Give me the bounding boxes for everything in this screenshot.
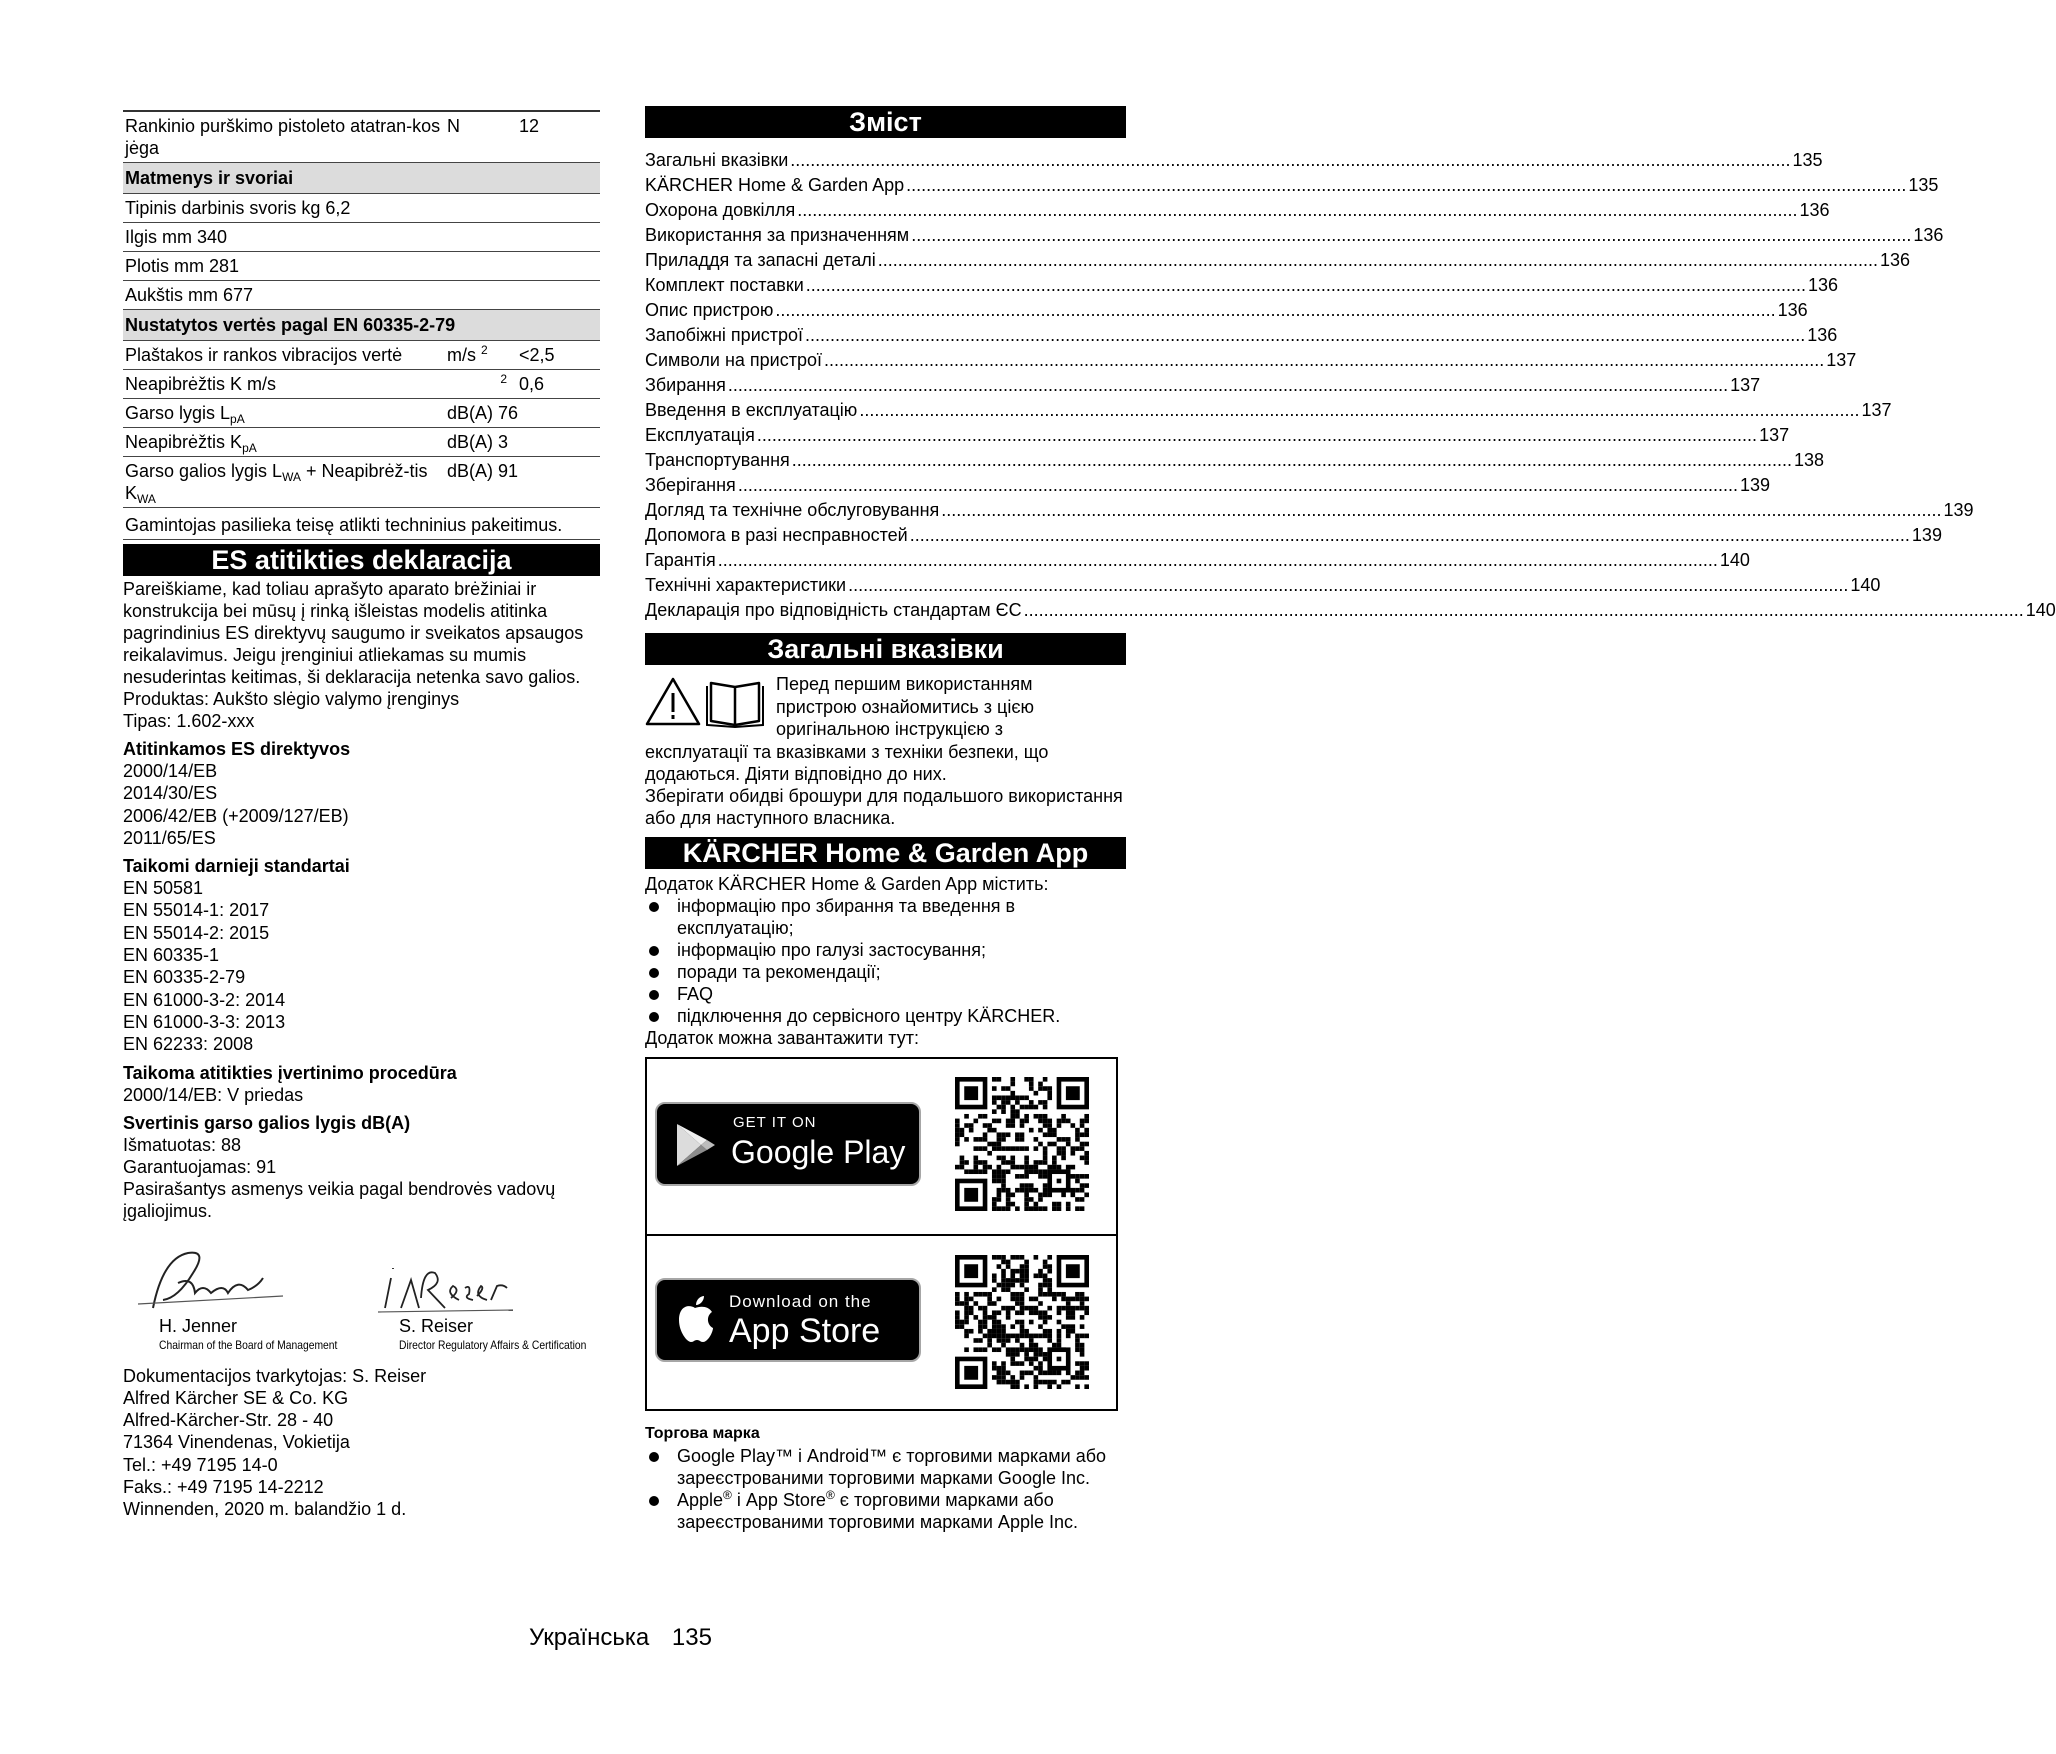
spec-label (123, 457, 445, 508)
registered-mark: ® (825, 1488, 835, 1502)
toc-item-title: Зберігання (645, 475, 736, 495)
table-row (123, 508, 600, 540)
spec-unit (445, 370, 517, 399)
qr-code-apple-icon (955, 1255, 1089, 1389)
standards-heading: Taikomi darnieji standartai (123, 856, 350, 877)
app-store-badge[interactable] (655, 1278, 921, 1362)
app-store-small-text: Download on the (729, 1292, 872, 1311)
toc-item-page: 140 (1719, 550, 1750, 570)
signature-reiser-graphic (373, 1238, 523, 1318)
product-line: Produktas: Aukšto slėgio valymo įrenginys (123, 689, 460, 709)
bullet-icon (649, 990, 659, 1000)
toc-heading: Зміст (645, 106, 1126, 138)
signer-name: H. Jenner (159, 1315, 238, 1336)
toc-item-page: 139 (1943, 500, 1974, 520)
google-play-big-text: Google Play (731, 1134, 906, 1170)
table-row (123, 111, 600, 163)
toc-item-title: KÄRCHER Home & Garden App (645, 175, 905, 195)
toc-leader-dots: ........................................................................................................................................................................................................ (859, 400, 1860, 420)
toc-item-page: 136 (1913, 225, 1944, 245)
list-item: 2014/30/ES (123, 783, 218, 804)
toc-item-page: 136 (1777, 300, 1808, 320)
toc-leader-dots: ........................................................................................................................................................................................................ (911, 225, 1912, 245)
toc-item-page: 135 (1908, 175, 1939, 195)
toc-item-title: Гарантія (645, 550, 716, 570)
list-item: EN 60335-1 (123, 945, 220, 966)
toc-item-page: 136 (1807, 325, 1838, 345)
google-play-small-text: GET IT ON (733, 1114, 817, 1131)
list-item: EN 62233: 2008 (123, 1034, 254, 1055)
bullet-icon (649, 946, 659, 956)
list-item (645, 939, 1126, 961)
toc-leader-dots: ........................................................................................................................................................................................................ (797, 200, 1798, 220)
toc-item-page: 135 (1792, 150, 1823, 170)
spec-label: Plaštakos ir rankos vibracijos vertė (125, 345, 403, 365)
table-row (123, 428, 600, 457)
toc-item-title: Технічні характеристики (645, 575, 847, 595)
toc-item[interactable] (645, 473, 1771, 498)
toc-item[interactable] (645, 148, 1823, 173)
table-row (123, 252, 600, 281)
list-item: EN 50581 (123, 878, 204, 899)
footer-language: Українська (529, 1624, 650, 1651)
list-item: 2006/42/EB (+2009/127/EB) (123, 805, 349, 826)
bullet-icon (649, 902, 659, 912)
spec-unit: N (447, 116, 460, 136)
google-play-icon (675, 1122, 717, 1168)
label-sub: WA (137, 492, 156, 506)
es-declaration-intro: Pareiškiame, kad toliau aprašyto aparato brėžiniai ir konstrukcija bei mūsų į rinką išleistas modelis atitinka pagrindinius ES direktyvų saugumo ir sveikatos apsaugos reikalavimus. Jeigu įrenginiui atliekamas su mumis nesuderintas keitimas, ši deklaracija netenka savo galios. (123, 579, 584, 687)
toc-item[interactable] (645, 498, 1974, 523)
toc-leader-dots: ........................................................................................................................................................................................................ (1023, 600, 2024, 620)
toc-item[interactable] (645, 248, 1911, 273)
list-item (645, 1489, 1126, 1533)
notice-icons (645, 677, 770, 732)
table-row (123, 194, 600, 223)
toc-item[interactable] (645, 173, 1939, 198)
toc-item[interactable] (645, 523, 1942, 548)
signer-name: S. Reiser (399, 1315, 474, 1336)
spec-text: Ilgis mm 340 (125, 227, 228, 247)
toc-item-page: 136 (1807, 275, 1839, 295)
toc-item[interactable] (645, 348, 1857, 373)
box-divider (647, 1234, 1116, 1236)
toc-item-title: Використання за призначенням (645, 225, 910, 245)
list-item-text: інформацію про збирання та введення в експлуатацію; (677, 896, 1016, 938)
spec-label (123, 428, 445, 457)
address-line: Tel.: +49 7195 14-0 (123, 1454, 278, 1475)
toc-leader-dots: ........................................................................................................................................................................................................ (791, 450, 1792, 470)
toc-leader-dots: ........................................................................................................................................................................................................ (805, 275, 1806, 295)
toc-leader-dots: ........................................................................................................................................................................................................ (737, 475, 1739, 495)
safety-notice (645, 673, 1126, 743)
spec-text: Tipinis darbinis svoris kg 6,2 (125, 198, 351, 218)
manufacturer-note: Gamintojas pasilieka teisę atlikti techninius pakeitimus. (125, 515, 563, 535)
download-text: Додаток можна завантажити тут: (645, 1028, 919, 1048)
qr-code-google-icon (955, 1077, 1089, 1211)
es-declaration-heading: ES atitikties deklaracija (123, 544, 600, 576)
toc-item-page: 139 (1911, 525, 1942, 545)
notice-line: Перед першим використанням (776, 674, 1033, 694)
list-item (645, 961, 1126, 983)
toc-item-title: Декларація про відповідність стандартам ЄС (645, 600, 1022, 620)
table-row (123, 457, 600, 508)
unit-sup: 2 (481, 343, 488, 357)
list-item (645, 1005, 1126, 1027)
toc-item[interactable] (645, 223, 1944, 248)
list-item-text: поради та рекомендації; (677, 962, 881, 982)
list-item (645, 1445, 1126, 1489)
spec-table (123, 110, 600, 540)
notice-continuation: експлуатації та вказівками з техніки безпеки, що додаються. Діяти відповідно до них. (645, 742, 1049, 784)
spec-unit-value: dB(A) 76 (447, 403, 519, 423)
table-row (123, 223, 600, 252)
toc-leader-dots: ........................................................................................................................................................................................................ (805, 325, 1806, 345)
toc-leader-dots: ........................................................................................................................................................................................................ (906, 175, 1907, 195)
address-block (123, 1365, 600, 1521)
spec-label: Rankinio purškimo pistoleto atatran-kos jėga (125, 116, 441, 158)
app-store-box (645, 1057, 1118, 1411)
list-item (645, 983, 1126, 1005)
address-line: Winnenden, 2020 m. balandžio 1 d. (123, 1499, 407, 1520)
toc-leader-dots: ........................................................................................................................................................................................................ (941, 500, 1942, 520)
toc-item-title: Комплект поставки (645, 275, 804, 295)
toc-item-page: 136 (1799, 200, 1830, 220)
toc-item[interactable] (645, 398, 1892, 423)
list-item-text: Google Play™ і Android™ є торговими марками або зареєстрованими торговими марками Google Inc. (677, 1446, 1107, 1488)
toc-item[interactable] (645, 273, 1839, 298)
signatories-note: Pasirašantys asmenys veikia pagal bendrovės vadovų įgaliojimus. (123, 1178, 556, 1221)
list-item-text: і App Store (731, 1490, 826, 1510)
bullet-icon (649, 1452, 659, 1462)
procedure-text: 2000/14/EB: V priedas (123, 1084, 304, 1105)
toc-item-page: 139 (1740, 475, 1771, 495)
list-item (645, 895, 1126, 939)
toc-leader-dots: ........................................................................................................................................................................................................ (824, 350, 1825, 370)
label-text: Garso galios lygis L (125, 461, 283, 481)
sound-heading: Svertinis garso galios lygis dB(A) (123, 1112, 411, 1133)
label-sub: pA (230, 412, 245, 426)
label-text: Garso lygis L (125, 403, 231, 423)
spec-unit-value: dB(A) 3 (447, 432, 509, 452)
toc-item-title: Запобіжні пристрої (645, 325, 804, 345)
registered-mark: ® (723, 1488, 732, 1502)
toc-leader-dots: ........................................................................................................................................................................................................ (756, 425, 1758, 445)
toc-item-page: 140 (1850, 575, 1881, 595)
toc-item-title: Збирання (645, 375, 726, 395)
list-item: EN 61000-3-3: 2013 (123, 1011, 286, 1032)
spec-label: Neapibrėžtis K m/s (125, 374, 277, 394)
directives-list (123, 760, 600, 849)
address-line: Alfred Kärcher SE & Co. KG (123, 1387, 349, 1408)
toc-leader-dots: ........................................................................................................................................................................................................ (848, 575, 1849, 595)
left-column (123, 110, 600, 1521)
list-item: 2011/65/ES (123, 827, 216, 848)
spec-label (123, 399, 445, 428)
signer-role: Chairman of the Board of Management (159, 1337, 338, 1352)
app-feature-list (645, 895, 1126, 1027)
standards-list (123, 877, 600, 1055)
list-item: EN 55014-2: 2015 (123, 922, 270, 943)
guaranteed-text: Garantuojamas: 91 (123, 1156, 277, 1177)
label-sub: WA (282, 470, 301, 484)
list-item: 2000/14/EB (123, 761, 218, 781)
toc-item[interactable] (645, 573, 1881, 598)
apple-icon (675, 1294, 715, 1344)
toc-item-page: 138 (1793, 450, 1825, 470)
table-row (123, 281, 600, 310)
list-item: EN 55014-1: 2017 (123, 900, 270, 921)
spec-text: Aukštis mm 677 (125, 285, 254, 305)
unit-sup: 2 (500, 372, 507, 386)
table-row (123, 399, 600, 428)
address-line: Alfred-Kärcher-Str. 28 - 40 (123, 1410, 334, 1431)
toc-item-page: 136 (1879, 250, 1911, 270)
unit-text: m/s (447, 345, 476, 365)
general-heading: Загальні вказівки (645, 633, 1126, 665)
spec-unit (445, 341, 517, 370)
address-line: Faks.: +49 7195 14-2212 (123, 1477, 324, 1498)
spec-value: 12 (519, 116, 540, 136)
toc-item-title: Опис пристрою (645, 300, 774, 320)
spec-value: <2,5 (519, 345, 555, 365)
list-item-text: інформацію про галузі застосування; (677, 940, 986, 960)
page-number: 135 (671, 1624, 712, 1651)
label-text: + Neapibrėž-tis K (125, 461, 428, 503)
toc-item[interactable] (645, 548, 1750, 573)
app-intro: Додаток KÄRCHER Home & Garden App містить: (645, 874, 1049, 894)
toc-item-page: 137 (1826, 350, 1857, 370)
list-item-text: є торговими марками або зареєстрованими торговими марками Apple Inc. (677, 1490, 1078, 1532)
app-store-big-text: App Store (729, 1312, 881, 1350)
list-item-text: Apple (677, 1490, 724, 1510)
toc-item[interactable] (645, 323, 1838, 348)
toc-leader-dots: ........................................................................................................................................................................................................ (727, 375, 1729, 395)
toc-item-page: 137 (1759, 425, 1790, 445)
notice-line: пристрою ознайомитись з цією (776, 696, 1035, 717)
address-line: Dokumentacijos tvarkytojas: S. Reiser (123, 1365, 427, 1386)
app-heading: KÄRCHER Home & Garden App (645, 837, 1126, 869)
toc-item-title: Допомога в разі несправностей (645, 525, 908, 545)
list-item-text: FAQ (677, 984, 714, 1004)
label-sub: pA (242, 441, 257, 455)
toc-item[interactable] (645, 598, 2056, 623)
list-item: EN 61000-3-2: 2014 (123, 989, 286, 1010)
toc-item-page: 137 (1861, 400, 1892, 420)
address-line: 71364 Vinendenas, Vokietija (123, 1432, 350, 1453)
label-text: Neapibrėžtis K (125, 432, 243, 452)
table-section-row (123, 310, 600, 341)
bullet-icon (649, 968, 659, 978)
notice-line: оригінальною інструкцією з (776, 719, 1004, 739)
table-row (123, 341, 600, 370)
toc-item[interactable] (645, 423, 1790, 448)
right-column (645, 106, 2056, 1533)
toc-leader-dots: ........................................................................................................................................................................................................ (909, 525, 1910, 545)
measured-text: Išmatuotas: 88 (123, 1134, 242, 1155)
notice-text (776, 673, 1116, 741)
table-row (123, 370, 600, 399)
toc-item-title: Транспортування (645, 450, 790, 470)
toc-item-title: Догляд та технічне обслуговування (645, 500, 940, 520)
signatures (123, 1238, 600, 1363)
signature-jenner-graphic (133, 1238, 303, 1318)
spec-text: Plotis mm 281 (125, 256, 240, 276)
list-item-text: підключення до сервісного центру KÄRCHER. (677, 1006, 1061, 1026)
toc-item-title: Загальні вказівки (645, 150, 789, 170)
bullet-icon (649, 1496, 659, 1506)
keep-brochures-text: Зберігати обидві брошури для подальшого використання або для наступного власника. (645, 786, 1123, 828)
toc-item[interactable] (645, 448, 1825, 473)
procedure-heading: Taikoma atitikties įvertinimo procedūra (123, 1062, 457, 1083)
toc-item-title: Охорона довкілля (645, 200, 796, 220)
toc-item-title: Приладдя та запасні деталі (645, 250, 876, 270)
trademark-list (645, 1445, 1126, 1533)
toc-leader-dots: ........................................................................................................................................................................................................ (790, 150, 1791, 170)
bullet-icon (649, 1012, 659, 1022)
toc-item[interactable] (645, 298, 1808, 323)
toc-leader-dots: ........................................................................................................................................................................................................ (877, 250, 1878, 270)
directives-heading: Atitinkamos ES direktyvos (123, 739, 351, 759)
spec-unit-value: dB(A) 91 (447, 461, 519, 481)
list-item: EN 60335-2-79 (123, 967, 246, 988)
toc-leader-dots: ........................................................................................................................................................................................................ (775, 300, 1776, 320)
trademark-heading: Торгова марка (645, 1425, 760, 1442)
section-title: Matmenys ir svoriai (123, 163, 600, 194)
toc-leader-dots: ........................................................................................................................................................................................................ (717, 550, 1718, 570)
toc-item[interactable] (645, 373, 1761, 398)
toc-item-page: 140 (2025, 600, 2056, 620)
warning-icon (647, 679, 699, 724)
section-title: Nustatytos vertės pagal EN 60335-2-79 (123, 310, 600, 341)
signer-role: Director Regulatory Affairs & Certification (399, 1337, 587, 1352)
toc-item[interactable] (645, 198, 1830, 223)
google-play-badge[interactable] (655, 1102, 921, 1186)
table-of-contents (645, 148, 2056, 623)
type-line: Tipas: 1.602-xxx (123, 711, 255, 731)
toc-item-title: Введення в експлуатацію (645, 400, 858, 420)
table-section-row (123, 163, 600, 194)
spec-value: 0,6 (519, 374, 545, 394)
toc-item-title: Експлуатація (645, 425, 755, 445)
manual-book-icon (707, 683, 763, 727)
toc-item-title: Символи на пристрої (645, 350, 822, 370)
page-footer (0, 1624, 1241, 1652)
toc-item-page: 137 (1730, 375, 1761, 395)
